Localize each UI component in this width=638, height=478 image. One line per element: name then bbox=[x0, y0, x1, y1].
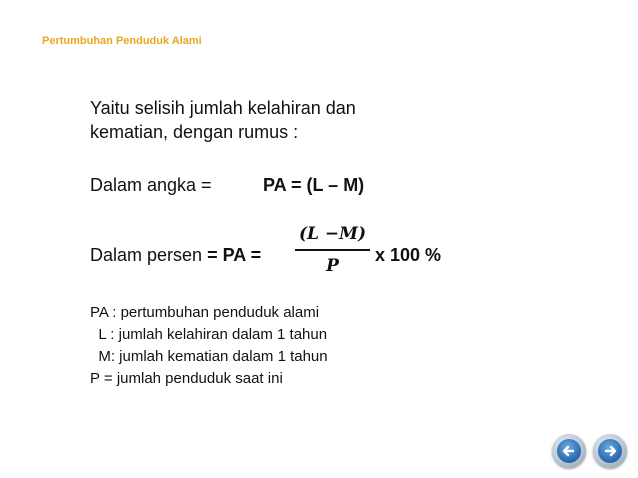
formula-angka bbox=[90, 173, 365, 197]
arrow-left-icon bbox=[557, 439, 581, 463]
intro-line-2: kematian, dengan rumus : bbox=[90, 122, 299, 142]
persen-label: Dalam persen bbox=[90, 245, 208, 265]
slide-title: Pertumbuhan Penduduk Alami bbox=[42, 35, 202, 47]
angka-formula: PA = (L – M) bbox=[263, 175, 365, 195]
previous-slide-button[interactable] bbox=[552, 434, 586, 468]
arrow-right-icon bbox=[598, 439, 622, 463]
angka-label: Dalam angka = bbox=[90, 175, 212, 195]
intro-text bbox=[90, 96, 490, 144]
fraction bbox=[295, 223, 370, 277]
next-slide-button[interactable] bbox=[593, 434, 627, 468]
persen-lhs: = PA = bbox=[207, 245, 262, 265]
definitions-list bbox=[90, 302, 328, 390]
persen-multiplier: x 100 % bbox=[375, 245, 442, 265]
definition-item: P = jumlah penduduk saat ini bbox=[90, 370, 283, 387]
definition-item: L : jumlah kelahiran dalam 1 tahun bbox=[90, 326, 328, 343]
fraction-bar bbox=[295, 249, 370, 251]
intro-line-1: Yaitu selisih jumlah kelahiran dan bbox=[90, 98, 356, 118]
fraction-numerator: (L −M) bbox=[298, 224, 367, 244]
formula-persen bbox=[90, 243, 261, 267]
definition-item: M: jumlah kematian dalam 1 tahun bbox=[90, 348, 328, 365]
fraction-denominator: P bbox=[326, 255, 339, 276]
definition-item: PA : pertumbuhan penduduk alami bbox=[90, 304, 320, 321]
